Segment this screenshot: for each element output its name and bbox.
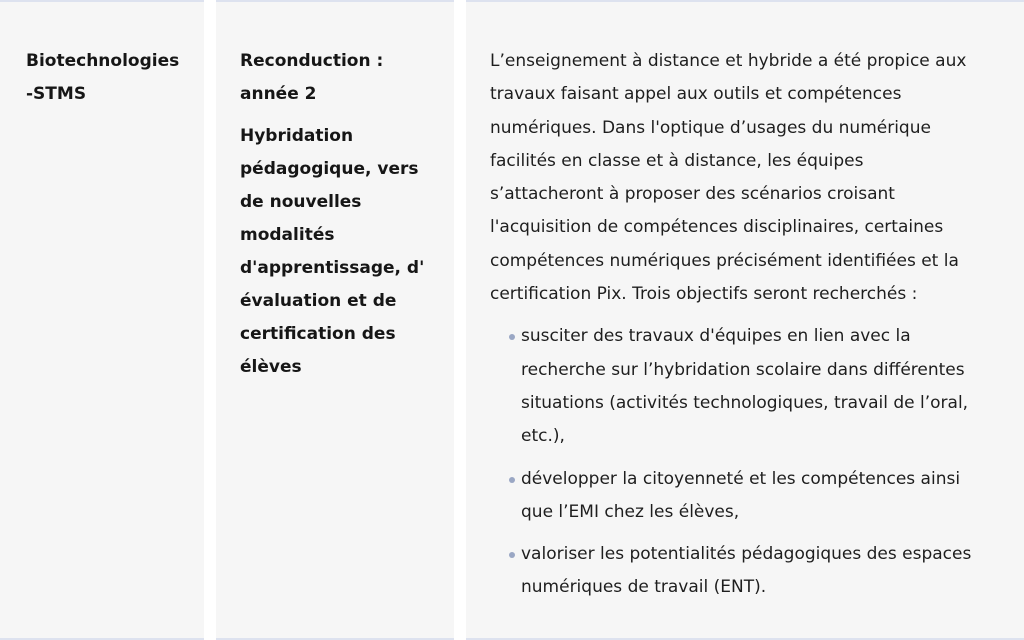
list-item-line: situations (activités technologiques, travail de l’oral, bbox=[521, 392, 969, 413]
list-item-line: susciter des travaux d'équipes en lien avec la bbox=[521, 326, 911, 347]
list-item bbox=[490, 538, 1010, 605]
list-item-line: numériques de travail (ENT). bbox=[521, 577, 767, 598]
project-title-line: modalités bbox=[240, 225, 335, 245]
list-item bbox=[490, 463, 1010, 530]
list-item-line: etc.), bbox=[521, 426, 565, 447]
description-line: l'acquisition de compétences disciplinaires, certaines bbox=[490, 217, 944, 238]
description-line: facilités en classe et à distance, les équipes bbox=[490, 150, 864, 171]
objectives-list bbox=[490, 320, 1010, 604]
description-line: travaux faisant appel aux outils et compétences bbox=[490, 84, 902, 105]
list-item-line: développer la citoyenneté et les compétences ainsi bbox=[521, 468, 961, 489]
table-cell-discipline bbox=[0, 0, 204, 640]
table-cell-project bbox=[216, 0, 454, 640]
project-title-line: pédagogique, vers bbox=[240, 159, 419, 179]
bullet-dot-icon bbox=[509, 477, 515, 483]
discipline-line-2: -STMS bbox=[26, 84, 87, 104]
project-title-line: Hybridation bbox=[240, 126, 354, 146]
project-title-line: certification des bbox=[240, 324, 396, 344]
description-line: compétences numériques précisément identifiées et la bbox=[490, 250, 959, 271]
description-line: s’attacheront à proposer des scénarios croisant bbox=[490, 184, 895, 205]
description-line: certification Pix. Trois objectifs seront recherchés : bbox=[490, 284, 918, 305]
list-item bbox=[490, 320, 1010, 453]
list-item-line: valoriser les potentialités pédagogiques des espaces bbox=[521, 544, 972, 565]
project-title-line: élèves bbox=[240, 357, 302, 377]
list-item-line: que l’EMI chez les élèves, bbox=[521, 501, 740, 522]
discipline-line-1: Biotechnologies bbox=[26, 51, 180, 71]
project-title-line: de nouvelles bbox=[240, 192, 362, 212]
description-line: L’enseignement à distance et hybride a été propice aux bbox=[490, 51, 967, 71]
list-item-line: recherche sur l’hybridation scolaire dans différentes bbox=[521, 359, 965, 380]
table-cell-description bbox=[466, 0, 1024, 640]
description-line: numériques. Dans l'optique d’usages du numérique bbox=[490, 117, 931, 138]
bullet-dot-icon bbox=[509, 334, 515, 340]
bullet-dot-icon bbox=[509, 552, 515, 558]
project-title-line: d'apprentissage, d' bbox=[240, 258, 425, 278]
project-heading-line-2: année 2 bbox=[240, 84, 317, 104]
project-title-line: évaluation et de bbox=[240, 291, 397, 311]
project-heading-line-1: Reconduction : bbox=[240, 51, 384, 71]
